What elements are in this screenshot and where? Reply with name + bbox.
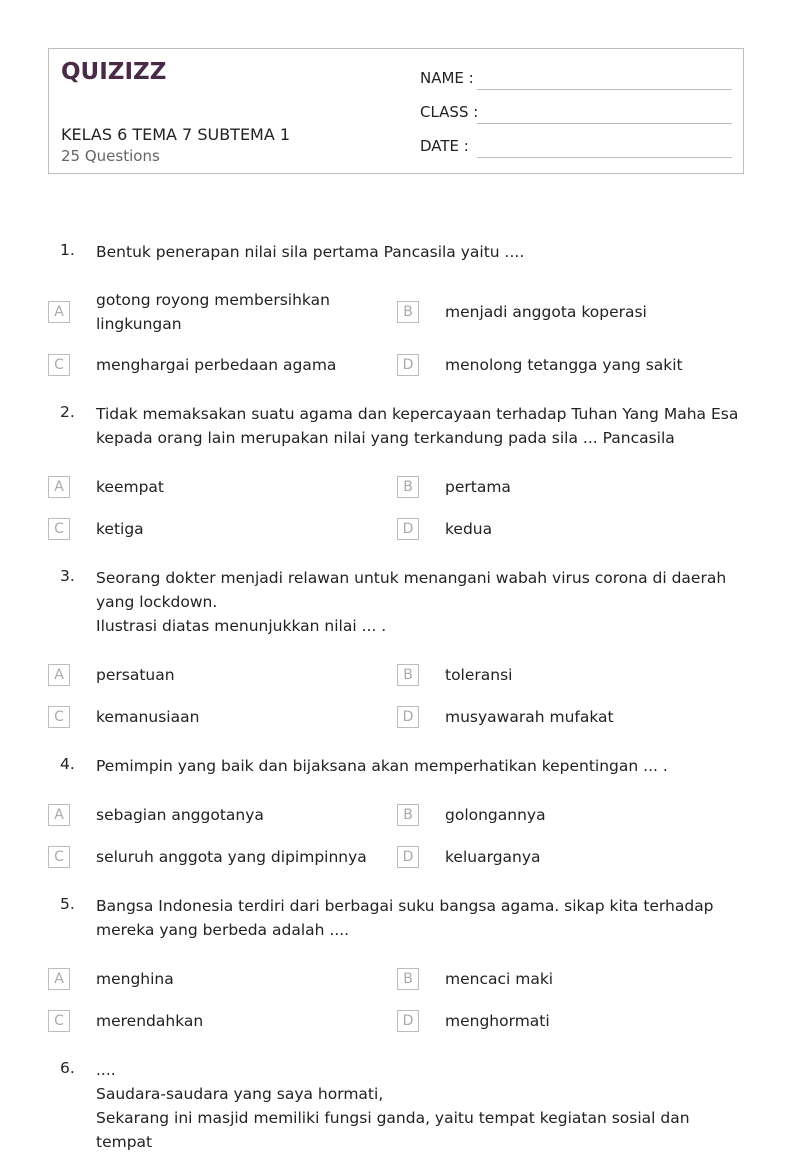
- option-text-a: keempat: [96, 478, 165, 496]
- class-field[interactable]: [420, 103, 478, 121]
- question-text: Seorang dokter menjadi relawan untuk menangani wabah virus corona di daerah yang lockdown. Ilustrasi diatas menunjukkan nilai ... .: [96, 569, 727, 635]
- option-box-a[interactable]: A: [48, 664, 70, 686]
- name-label: NAME :: [420, 69, 474, 87]
- option-text-a: menghina: [96, 970, 174, 988]
- date-line: [477, 157, 732, 158]
- option-box-b[interactable]: B: [397, 664, 419, 686]
- name-field[interactable]: [420, 69, 474, 87]
- question-number: 1.: [60, 241, 75, 259]
- question-number: 3.: [60, 567, 75, 585]
- option-text-c: kemanusiaan: [96, 708, 200, 726]
- option-text-d: kedua: [445, 520, 493, 538]
- option-box-d[interactable]: D: [397, 1010, 419, 1032]
- option-box-d[interactable]: D: [397, 846, 419, 868]
- question-number: 6.: [60, 1059, 75, 1077]
- option-box-c[interactable]: C: [48, 706, 70, 728]
- question-number: 2.: [60, 403, 75, 421]
- option-box-a[interactable]: A: [48, 301, 70, 323]
- option-box-a[interactable]: A: [48, 476, 70, 498]
- date-field[interactable]: [420, 137, 469, 155]
- option-text-c: merendahkan: [96, 1012, 204, 1030]
- option-box-c[interactable]: C: [48, 518, 70, 540]
- option-box-d[interactable]: D: [397, 518, 419, 540]
- option-box-b[interactable]: B: [397, 476, 419, 498]
- option-box-d[interactable]: D: [397, 354, 419, 376]
- option-text-a: gotong royong membersihkan lingkungan: [96, 291, 330, 333]
- option-box-b[interactable]: B: [397, 301, 419, 323]
- option-box-c[interactable]: C: [48, 1010, 70, 1032]
- option-text-a: sebagian anggotanya: [96, 806, 264, 824]
- option-text-b: menjadi anggota koperasi: [445, 303, 647, 321]
- class-label: CLASS :: [420, 103, 479, 121]
- option-text-c: menghargai perbedaan agama: [96, 356, 337, 374]
- question-text: .... Saudara-saudara yang saya hormati, Sekarang ini masjid memiliki fungsi ganda, yaitu tempat kegiatan sosial dan tempat: [96, 1061, 690, 1151]
- option-text-b: toleransi: [445, 666, 513, 684]
- quizizz-logo: QUIZIZZ: [61, 59, 167, 85]
- option-text-c: seluruh anggota yang dipimpinnya: [96, 848, 367, 866]
- option-box-a[interactable]: A: [48, 968, 70, 990]
- option-box-b[interactable]: B: [397, 968, 419, 990]
- question-text: Pemimpin yang baik dan bijaksana akan memperhatikan kepentingan ... .: [96, 757, 668, 775]
- option-text-b: mencaci maki: [445, 970, 554, 988]
- option-text-c: ketiga: [96, 520, 144, 538]
- date-label: DATE :: [420, 137, 469, 155]
- option-text-a: persatuan: [96, 666, 175, 684]
- question-text: Tidak memaksakan suatu agama dan kepercayaan terhadap Tuhan Yang Maha Esa kepada orang lain merupakan nilai yang terkandung pada sila ... Pancasila: [96, 405, 739, 447]
- question-text: Bangsa Indonesia terdiri dari berbagai suku bangsa agama. sikap kita terhadap mereka yang berbeda adalah ....: [96, 897, 714, 939]
- question-text: Bentuk penerapan nilai sila pertama Pancasila yaitu ....: [96, 243, 525, 261]
- question-number: 4.: [60, 755, 75, 773]
- option-text-d: menghormati: [445, 1012, 550, 1030]
- name-line: [477, 89, 732, 90]
- question-count: 25 Questions: [61, 147, 160, 165]
- option-text-d: keluarganya: [445, 848, 541, 866]
- option-text-d: musyawarah mufakat: [445, 708, 614, 726]
- option-text-b: pertama: [445, 478, 511, 496]
- class-line: [477, 123, 732, 124]
- worksheet-title: KELAS 6 TEMA 7 SUBTEMA 1: [61, 125, 291, 144]
- question-number: 5.: [60, 895, 75, 913]
- option-text-b: golongannya: [445, 806, 546, 824]
- option-box-a[interactable]: A: [48, 804, 70, 826]
- option-box-c[interactable]: C: [48, 846, 70, 868]
- worksheet-header: [48, 48, 744, 174]
- option-box-d[interactable]: D: [397, 706, 419, 728]
- option-box-c[interactable]: C: [48, 354, 70, 376]
- option-text-d: menolong tetangga yang sakit: [445, 356, 683, 374]
- option-box-b[interactable]: B: [397, 804, 419, 826]
